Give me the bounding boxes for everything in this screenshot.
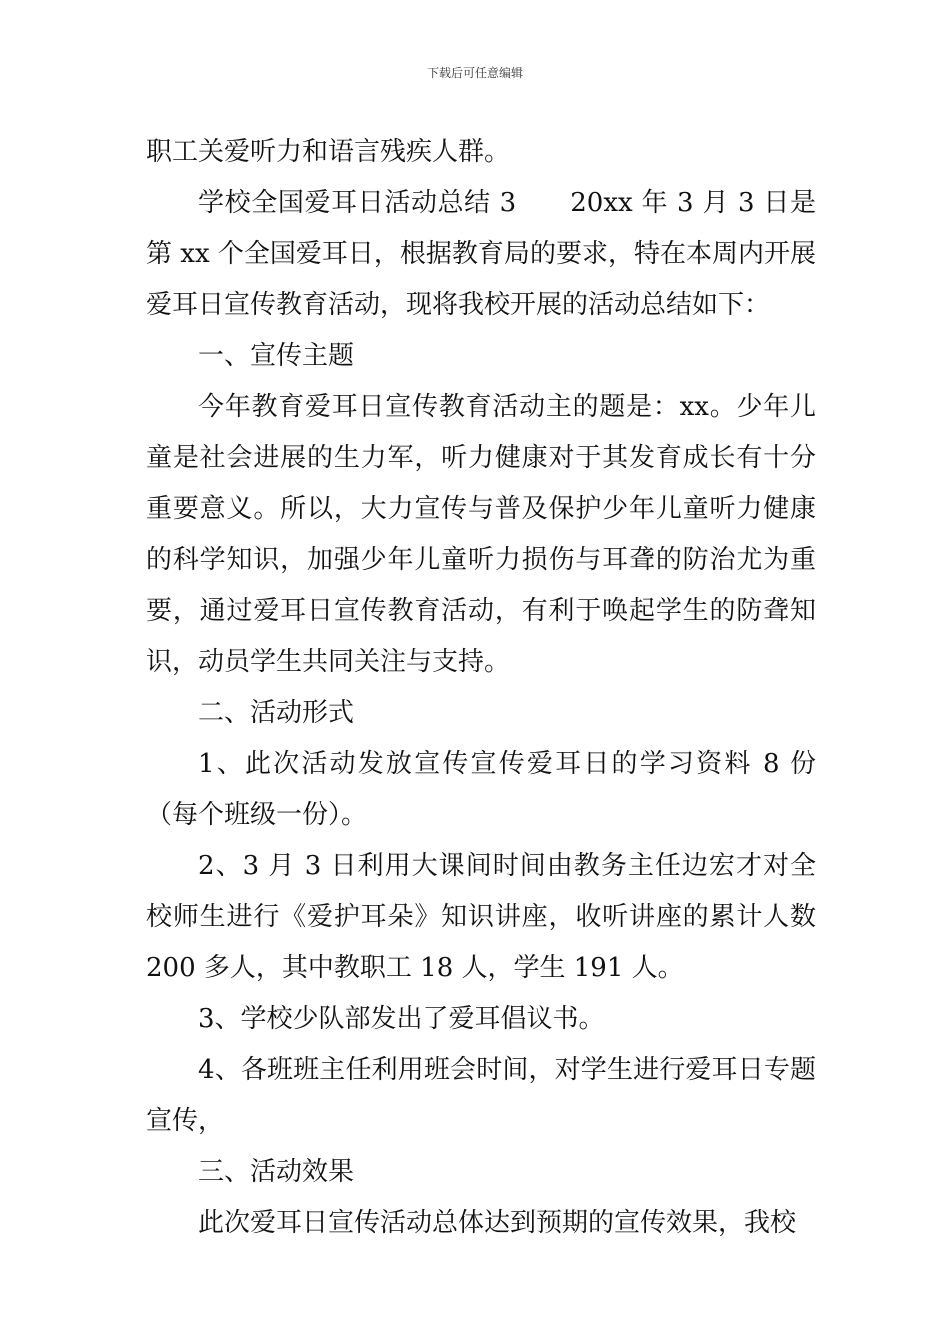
paragraph-effect: 此次爱耳日宣传活动总体达到预期的宣传效果，我校 [198,1208,797,1238]
paragraph-continuation: 职工关爱听力和语言残疾人群。 [146,137,511,167]
paragraph-item-1: 1、此次活动发放宣传宣传爱耳日的学习资料 8 份（每个班级一份）。 [146,749,816,830]
summary-intro-text: 20xx 年 3 月 3 日是第 xx 个全国爱耳日，根据教育局的要求，特在本周内开展爱耳日宣传教育活动，现将我校开展的活动总结如下： [146,188,816,320]
paragraph-item-2: 2、3 月 3 日利用大课间时间由教务主任边宏才对全校师生进行《爱护耳朵》知识讲座，收听讲座的累计人数 200 多人，其中教职工 18 人，学生 191 人。 [146,851,816,983]
page-header: 下载后可任意编辑 [426,66,523,80]
paragraph-theme: 今年教育爱耳日宣传教育活动主的题是：xx。少年儿童是社会进展的生力军，听力健康对于其发育成长有十分重要意义。所以，大力宣传与普及保护少年儿童听力健康的科学知识，加强少年儿童听力损伤与耳聋的防治尤为重要，通过爱耳日宣传教育活动，有利于唤起学生的防聋知识，动员学生共同关注与支持。 [146,392,816,677]
section-heading-effect: 三、活动效果 [198,1157,355,1187]
summary-title: 学校全国爱耳日活动总结 3 [198,188,517,218]
document-body [146,127,816,1249]
section-heading-theme: 一、宣传主题 [198,341,355,371]
paragraph-summary-intro [146,178,816,331]
section-heading-format: 二、活动形式 [198,698,355,728]
paragraph-item-4: 4、各班班主任利用班会时间，对学生进行爱耳日专题宣传， [146,1055,816,1136]
paragraph-item-3: 3、学校少队部发出了爱耳倡议书。 [198,1004,605,1034]
